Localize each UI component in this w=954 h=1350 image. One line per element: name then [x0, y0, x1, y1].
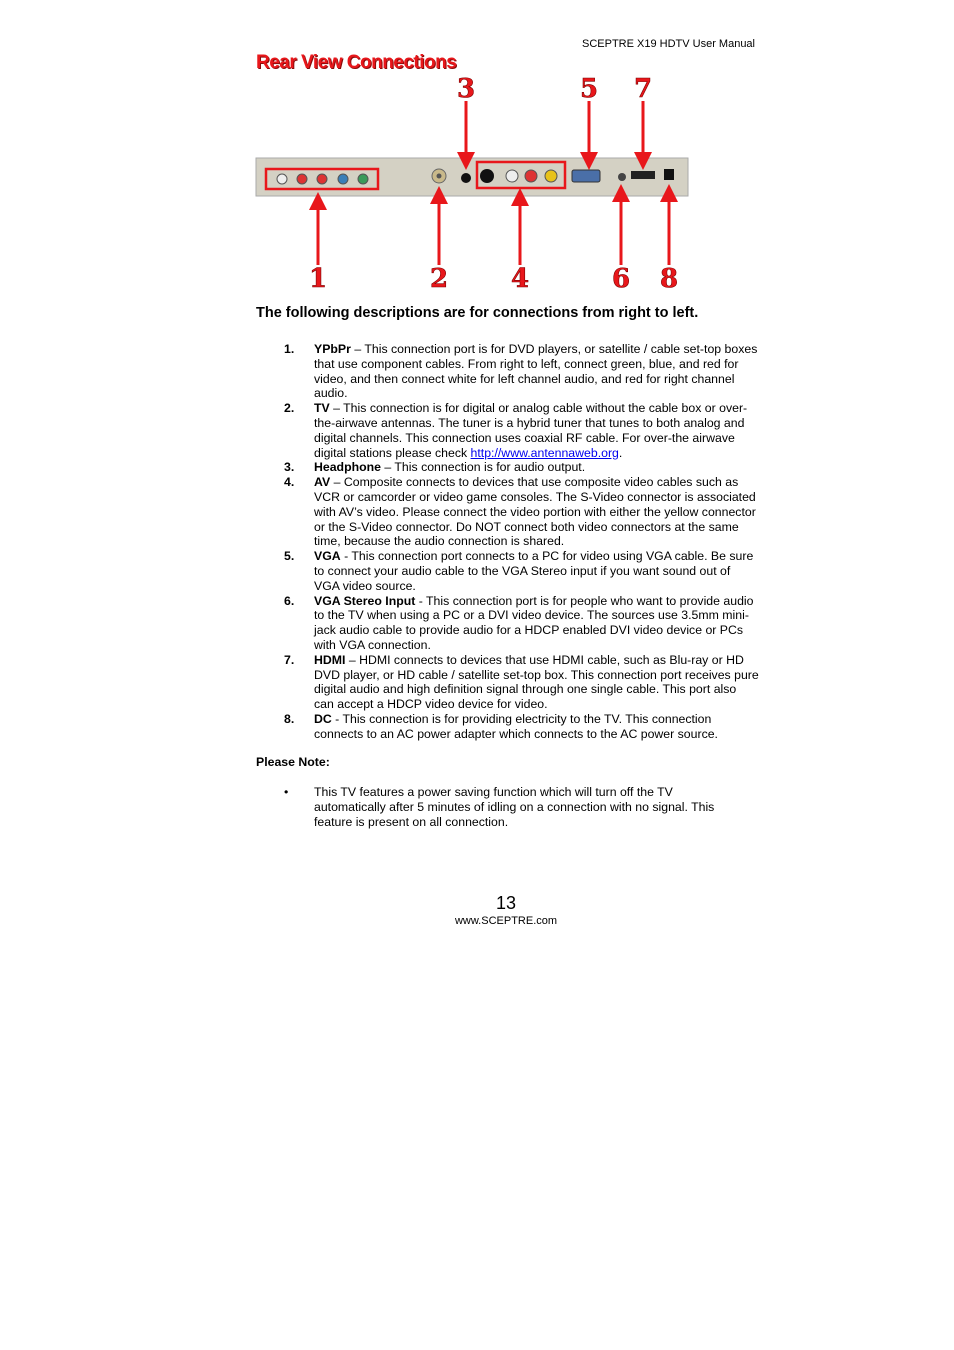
dc-port	[664, 169, 674, 180]
list-item	[284, 401, 759, 460]
list-item	[284, 594, 759, 653]
av-red-jack	[525, 170, 537, 182]
vga-port	[572, 170, 600, 182]
ypbpr-red-audio-jack	[297, 174, 307, 184]
ypbpr-green-jack	[358, 174, 368, 184]
headphone-jack	[461, 173, 471, 183]
item-number: 8.	[284, 711, 295, 726]
rear-panel-diagram	[250, 75, 710, 295]
item-name: Headphone	[314, 460, 381, 475]
manual-header: SCEPTRE X19 HDTV User Manual	[582, 38, 755, 50]
item-text-end: .	[618, 445, 623, 460]
footer-url: www.SCEPTRE.com	[454, 915, 558, 927]
item-text: – HDMI connects to devices that use HDMI cable, such as Blu-ray or HD DVD player, or HD cable / satellite set-top box. This connection port receives pure digital audio and high definition signal through one single cable. This port also can accept a HDCP video device for video.	[314, 652, 759, 712]
item-name: AV	[314, 475, 331, 490]
av-yellow-jack	[545, 170, 557, 182]
list-item	[284, 342, 759, 401]
intro-text: The following descriptions are for connections from right to left.	[256, 305, 699, 321]
list-item	[284, 712, 759, 742]
item-name: DC	[314, 711, 332, 726]
hdmi-port	[631, 171, 655, 179]
list-item	[284, 549, 759, 593]
item-name: YPbPr	[314, 342, 351, 356]
callout-6: 6	[611, 264, 631, 294]
ypbpr-red-video-jack	[317, 174, 327, 184]
page-number: 13	[495, 893, 517, 913]
item-name: VGA	[314, 549, 341, 564]
callout-1: 1	[308, 264, 328, 294]
ypbpr-white-jack	[277, 174, 287, 184]
item-number: 2.	[284, 401, 295, 416]
item-text: – Composite connects to devices that use composite video cables such as VCR or camcorder or video game consoles. The S-Video connector is associated with AV’s video. Please connect the video portion with either the yellow connector or the S-Video connector. Do NOT connect both video connectors at the same time, because the audio connection is shared.	[314, 475, 756, 549]
item-text: – This connection is for digital or analog cable without the cable box or over-the-airwave antennas. The tuner is a hybrid tuner that tunes to both analog and digital channels. This connection uses coaxial RF cable. For over-the airwave digital stations please check	[314, 401, 748, 460]
note-item	[284, 785, 744, 829]
callout-5: 5	[579, 75, 599, 104]
antennaweb-link[interactable]: http://www.antennaweb.org	[470, 445, 619, 460]
item-name: VGA Stereo Input	[314, 593, 416, 608]
list-item	[284, 460, 759, 475]
ypbpr-blue-jack	[338, 174, 348, 184]
item-number: 7.	[284, 652, 295, 667]
item-number: 3.	[284, 460, 295, 475]
callout-8: 8	[659, 264, 679, 294]
callout-3: 3	[456, 75, 476, 104]
item-text: - This connection port is for people who want to provide audio to the TV when using a PC or a DVI video device. The sources use 3.5mm mini-jack audio cable to provide audio for a HDCP enabled DVI video device or PCs with VGA connection.	[314, 593, 754, 652]
section-title: Rear View Connections	[256, 52, 457, 73]
item-text: - This connection is for providing electricity to the TV. This connection connects to an AC power adapter which connects to the AC power source.	[314, 711, 718, 741]
item-text: - This connection port connects to a PC for video using VGA cable. Be sure to connect your audio cable to the VGA Stereo input if you want sound out of VGA video source.	[314, 549, 754, 593]
item-number: 4.	[284, 475, 295, 490]
item-name: HDMI	[314, 652, 346, 667]
av-white-jack	[506, 170, 518, 182]
note-heading: Please Note:	[256, 755, 330, 769]
callout-7: 7	[633, 75, 653, 104]
item-number: 5.	[284, 549, 295, 564]
note-list	[284, 785, 744, 829]
note-text: This TV features a power saving function which will turn off the TV automatically after 5 minutes of idling on a connection with no signal. This feature is present on all connection.	[314, 785, 715, 829]
item-name: TV	[314, 401, 330, 416]
item-text: – This connection port is for DVD players, or satellite / cable set-top boxes that use component cables. From right to left, connect green, blue, and red for video, and then connect white for left channel audio, and red for right channel audio.	[314, 342, 758, 401]
bullet-icon: •	[284, 785, 289, 799]
list-item	[284, 653, 759, 712]
item-text: – This connection is for audio output.	[380, 460, 586, 475]
vga-audio-jack	[618, 173, 626, 181]
list-item	[284, 475, 759, 549]
item-number: 6.	[284, 593, 295, 608]
callout-2: 2	[429, 264, 449, 294]
item-number: 1.	[284, 342, 295, 356]
svideo-jack	[480, 169, 494, 183]
callout-4: 4	[510, 264, 530, 294]
connections-list	[284, 342, 759, 742]
